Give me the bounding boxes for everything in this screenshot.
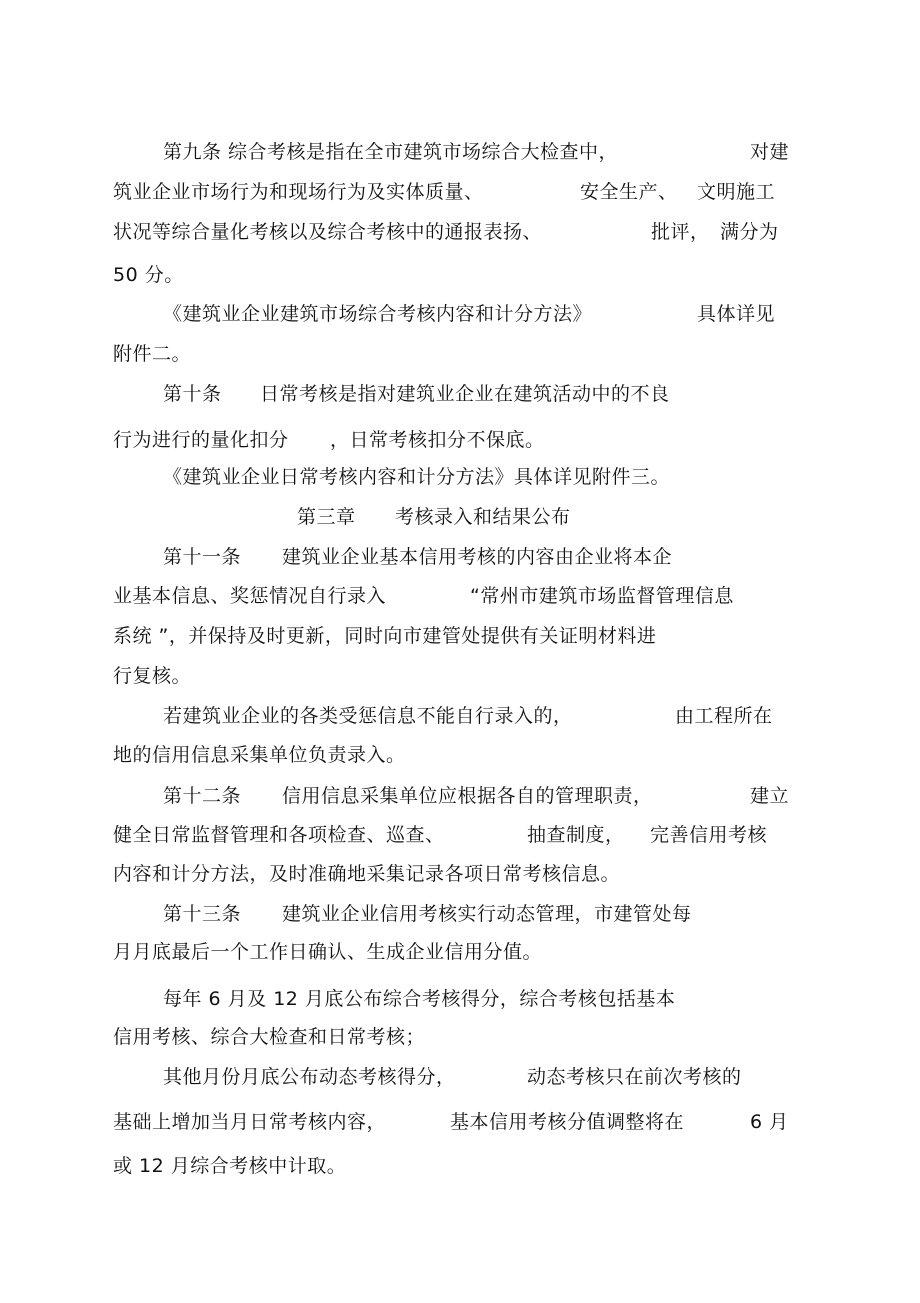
article-9-text: 安全生产、 — [580, 181, 678, 203]
article-12-text: 建立 — [750, 785, 790, 807]
article-10-text: 日常考核是指对建筑业企业在建筑活动中的不良 — [260, 383, 670, 405]
article-9-text: 批评， — [651, 221, 710, 243]
article-11-text: 系统 ”，并保持及时更新，同时向市建管处提供有关证明材料进 — [113, 625, 657, 647]
article-12-text: 健全日常监督管理和各项检查、巡查、 — [113, 824, 445, 846]
annex-2-text: 具体详见 — [697, 303, 776, 325]
annex-2-text: 附件二。 — [113, 343, 192, 365]
article-12-label: 第十二条 — [163, 785, 242, 807]
article-9-text: 对建 — [750, 141, 790, 163]
article-10-label: 第十条 — [163, 383, 222, 405]
article-9-text: 满分为 — [720, 221, 779, 243]
article-11-label: 第十一条 — [163, 546, 242, 568]
article-12-text: 信用信息采集单位应根据各自的管理职责， — [282, 785, 653, 807]
monthly-paragraph-text: 基础上增加当月日常考核内容， — [113, 1111, 387, 1133]
article-11-text: “常州市建筑市场监督管理信息 — [470, 585, 734, 607]
yearly-paragraph-text: 信用考核、综合大检查和日常考核； — [113, 1026, 426, 1048]
chapter-number: 第三章 — [297, 506, 356, 528]
entry-paragraph-text: 由工程所在 — [675, 705, 773, 727]
article-12-text: 完善信用考核 — [650, 824, 768, 846]
article-13-label: 第十三条 — [163, 903, 242, 925]
annex-2-text: 《建筑业企业建筑市场综合考核内容和计分方法》 — [163, 303, 593, 325]
article-11-text: 行复核。 — [113, 665, 192, 687]
monthly-paragraph-text: 动态考核只在前次考核的 — [527, 1066, 742, 1088]
article-9-text: 状况等综合量化考核以及综合考核中的通报表扬、 — [113, 221, 543, 243]
entry-paragraph-text: 若建筑业企业的各类受惩信息不能自行录入的， — [163, 705, 573, 727]
monthly-paragraph-text: 6 月 — [750, 1111, 789, 1133]
article-12-text: 内容和计分方法，及时准确地采集记录各项日常考核信息。 — [113, 863, 621, 885]
monthly-paragraph-text: 其他月份月底公布动态考核得分， — [163, 1066, 456, 1088]
monthly-paragraph-text: 基本信用考核分值调整将在 — [450, 1111, 685, 1133]
article-9-text: 第九条 综合考核是指在全市建筑市场综合大检查中， — [163, 141, 619, 163]
article-13-text: 月月底最后一个工作日确认、生成企业信用分值。 — [113, 941, 543, 963]
yearly-paragraph-text: 每年 6 月及 12 月底公布综合考核得分，综合考核包括基本 — [163, 988, 676, 1010]
article-9-text: 筑业企业市场行为和现场行为及实体质量、 — [113, 181, 484, 203]
chapter-title: 考核录入和结果公布 — [395, 506, 571, 528]
monthly-paragraph-text: 或 12 月综合考核中计取。 — [113, 1155, 347, 1177]
article-11-text: 业基本信息、奖惩情况自行录入 — [113, 585, 387, 607]
annex-3-text: 《建筑业企业日常考核内容和计分方法》具体详见附件三。 — [163, 466, 671, 488]
article-9-text: 50 分。 — [113, 264, 184, 286]
article-12-text: 抽查制度， — [527, 824, 625, 846]
article-10-text: ，日常考核扣分不保底。 — [330, 429, 545, 451]
article-9-text: 文明施工 — [697, 181, 776, 203]
article-11-text: 建筑业企业基本信用考核的内容由企业将本企 — [282, 546, 673, 568]
article-10-text: 行为进行的量化扣分 — [113, 429, 289, 451]
entry-paragraph-text: 地的信用信息采集单位负责录入。 — [113, 744, 406, 766]
article-13-text: 建筑业企业信用考核实行动态管理，市建管处每 — [282, 903, 692, 925]
